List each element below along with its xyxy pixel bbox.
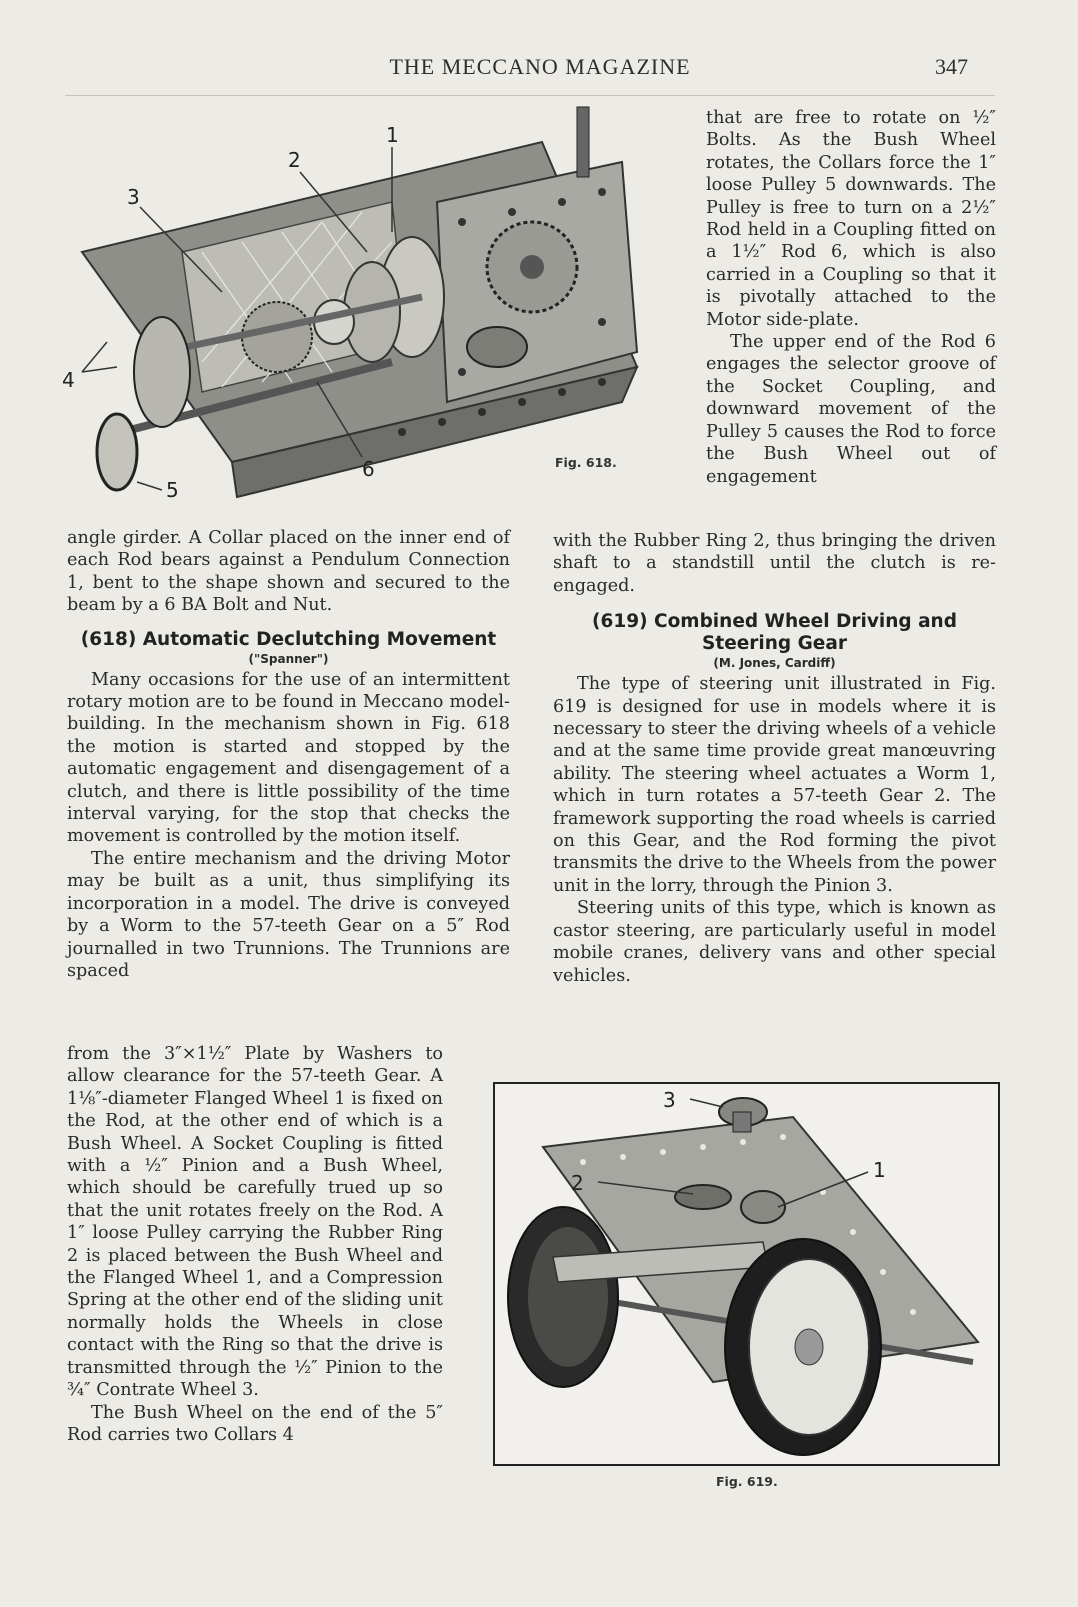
section-618-byline: ("Spanner")	[248, 651, 329, 666]
fig618-label-1: 1	[386, 123, 399, 147]
header-rule	[65, 95, 995, 96]
fig618-label-3: 3	[127, 185, 140, 209]
right-column-upper	[706, 107, 996, 488]
figure-619-caption: Fig. 619.	[716, 1474, 778, 1489]
section-618-paragraph-4-continued: with the Rubber Ring 2, thus bringing the driven shaft to a standstill until the clutch is re-engaged.	[553, 531, 996, 596]
section-619-number: (619)	[592, 611, 648, 633]
section-618-title: Automatic Declutching Movement	[142, 628, 497, 650]
section-618-heading	[67, 629, 510, 651]
section-618-paragraph-2: The entire mechanism and the driving Motor may be built as a unit, thus simplifying its incorporation in a model. The drive is conveyed by a Worm to the 57-teeth Gear on a 5″ Rod journalled in two Trunnions. The Trunnions are spaced	[67, 848, 510, 981]
figure-619-illustration	[493, 1082, 1000, 1466]
fig619-label-1: 1	[873, 1158, 886, 1182]
section-618-paragraph-3: The Bush Wheel on the end of the 5″ Rod carries two Collars 4	[67, 1402, 443, 1445]
section-618-paragraph-4: The upper end of the Rod 6 engages the selector groove of the Socket Coupling, and downward movement of the Pulley 5 causes the Rod to force the Bush Wheel out of engagement	[706, 332, 996, 487]
magazine-title: THE MECCANO MAGAZINE	[389, 54, 691, 79]
section-619-heading	[553, 611, 996, 655]
section-619-paragraph-2: Steering units of this type, which is known as castor steering, are particularly useful in model mobile cranes, delivery vans and other special vehicles.	[553, 898, 996, 986]
section-618-paragraph-2-continued: from the 3″×1½″ Plate by Washers to allow clearance for the 57-teeth Gear. A 1⅛″-diameter Flanged Wheel 1 is fixed on the Rod, at the other end of which is a Bush Wheel. A Socket Coupling is fitted with a ½″ Pinion and a Bush Wheel, which should be carefully trued up so that the unit rotates freely on the Rod. A 1″ loose Pulley carrying the Rubber Ring 2 is placed between the Bush Wheel and the Flanged Wheel 1, and a Compression Spring at the other end of the sliding unit normally holds the Wheels in close contact with the Ring so that the drive is transmitted through the ½″ Pinion to the ¾″ Contrate Wheel 3.	[67, 1044, 443, 1401]
figure-618-caption: Fig. 618.	[555, 455, 617, 470]
continued-paragraph: angle girder. A Collar placed on the inner end of each Rod bears against a Pendulum Connection 1, bent to the shape shown and secured to the beam by a 6 BA Bolt and Nut.	[67, 528, 510, 616]
section-618-paragraph-3-continued: that are free to rotate on ½″ Bolts. As the Bush Wheel rotates, the Collars force the 1″ loose Pulley 5 downwards. The Pulley is free to turn on a 2½″ Rod held in a Coupling fitted on a 1½″ Rod 6, which is also carried in a Coupling so that it is pivotally attached to the Motor side-plate.	[706, 108, 996, 330]
section-618-paragraph-1: Many occasions for the use of an intermittent rotary motion are to be found in Meccano model-building. In the mechanism shown in Fig. 618 the motion is started and stopped by the automatic engagement and disengagement of a clutch, and there is little possibility of the time interval varying, for the stop that checks the movement is controlled by the motion itself.	[67, 669, 510, 847]
fig618-label-2: 2	[288, 148, 301, 172]
fig618-label-6: 6	[362, 457, 375, 481]
section-618-number: (618)	[80, 628, 137, 650]
left-column-upper	[67, 527, 510, 982]
fig619-label-2: 2	[571, 1171, 584, 1195]
section-619-paragraph-1: The type of steering unit illustrated in Fig. 619 is designed for use in models where it is necessary to steer the driving wheels of a vehicle and at the same time provide great manœuvring ability. The steering wheel actuates a Worm 1, which in turn rotates a 57-teeth Gear 2. The framework supporting the road wheels is carried on this Gear, and the Rod forming the pivot transmits the drive to the Wheels from the power unit in the lorry, through the Pinion 3.	[553, 674, 996, 896]
fig618-label-5: 5	[166, 478, 179, 502]
page-number: 347	[935, 54, 968, 79]
fig619-label-3: 3	[663, 1088, 676, 1112]
section-619-title: Combined Wheel Driving and Steering Gear	[654, 611, 957, 655]
right-column-lower	[553, 530, 996, 987]
section-619-byline: (M. Jones, Cardiff)	[713, 656, 836, 671]
fig618-label-4: 4	[62, 368, 75, 392]
left-column-lower	[67, 1043, 443, 1446]
